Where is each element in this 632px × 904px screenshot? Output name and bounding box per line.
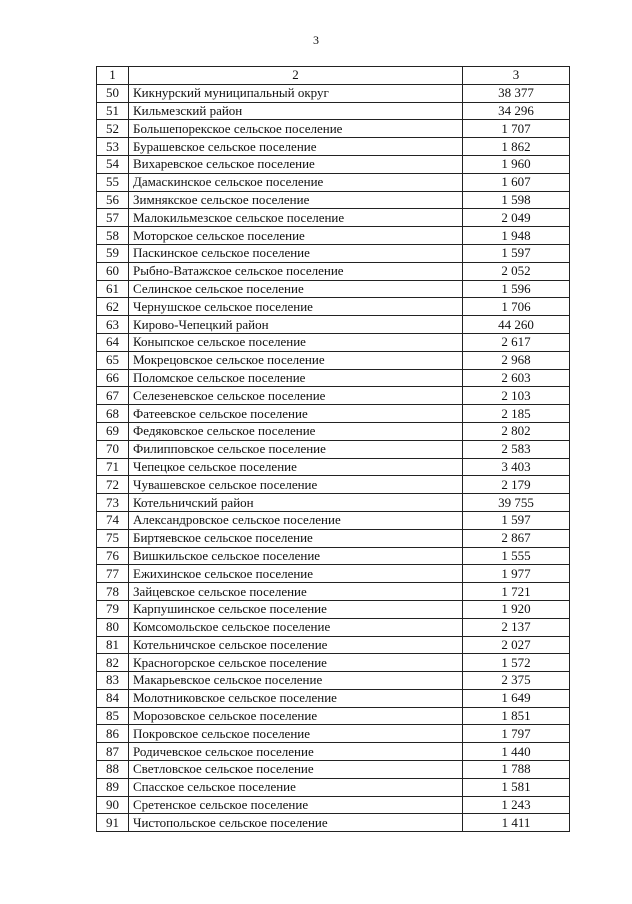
- row-number: 78: [97, 583, 129, 601]
- population-value: 1 555: [463, 547, 570, 565]
- row-number: 67: [97, 387, 129, 405]
- row-number: 89: [97, 778, 129, 796]
- table-row: [97, 298, 570, 316]
- settlement-name: Комсомольское сельское поселение: [129, 618, 463, 636]
- table-row: [97, 476, 570, 494]
- population-value: 2 802: [463, 422, 570, 440]
- population-value: 34 296: [463, 102, 570, 120]
- table-row: [97, 618, 570, 636]
- population-value: 2 137: [463, 618, 570, 636]
- row-number: 84: [97, 689, 129, 707]
- table-row: [97, 209, 570, 227]
- row-number: 65: [97, 351, 129, 369]
- settlement-name: Светловское сельское поселение: [129, 761, 463, 779]
- settlement-name: Рыбно-Ватажское сельское поселение: [129, 262, 463, 280]
- table-row: [97, 120, 570, 138]
- row-number: 82: [97, 654, 129, 672]
- row-number: 53: [97, 138, 129, 156]
- population-value: 1 597: [463, 511, 570, 529]
- row-number: 62: [97, 298, 129, 316]
- settlement-name: Селезеневское сельское поселение: [129, 387, 463, 405]
- row-number: 81: [97, 636, 129, 654]
- settlement-name: Чистопольское сельское поселение: [129, 814, 463, 832]
- settlement-name: Филипповское сельское поселение: [129, 440, 463, 458]
- population-value: 1 649: [463, 689, 570, 707]
- population-value: 1 581: [463, 778, 570, 796]
- population-value: 1 960: [463, 155, 570, 173]
- settlement-name: Чувашевское сельское поселение: [129, 476, 463, 494]
- settlement-name: Покровское сельское поселение: [129, 725, 463, 743]
- row-number: 54: [97, 155, 129, 173]
- settlement-name: Поломское сельское поселение: [129, 369, 463, 387]
- settlement-name: Александровское сельское поселение: [129, 511, 463, 529]
- header-col-2: 2: [129, 67, 463, 85]
- table-row: [97, 84, 570, 102]
- row-number: 83: [97, 672, 129, 690]
- population-value: 1 598: [463, 191, 570, 209]
- table-row: [97, 244, 570, 262]
- settlement-name: Зимнякское сельское поселение: [129, 191, 463, 209]
- settlement-name: Бурашевское сельское поселение: [129, 138, 463, 156]
- table-row: [97, 511, 570, 529]
- settlement-name: Макарьевское сельское поселение: [129, 672, 463, 690]
- table-row: [97, 155, 570, 173]
- settlement-name: Мокрецовское сельское поселение: [129, 351, 463, 369]
- population-value: 2 185: [463, 405, 570, 423]
- population-value: 2 603: [463, 369, 570, 387]
- settlement-name: Карпушинское сельское поселение: [129, 600, 463, 618]
- population-value: 2 968: [463, 351, 570, 369]
- table-row: [97, 387, 570, 405]
- table-row: [97, 227, 570, 245]
- row-number: 88: [97, 761, 129, 779]
- row-number: 56: [97, 191, 129, 209]
- table-row: [97, 600, 570, 618]
- population-value: 2 179: [463, 476, 570, 494]
- population-value: 1 851: [463, 707, 570, 725]
- population-value: 1 920: [463, 600, 570, 618]
- population-value: 44 260: [463, 316, 570, 334]
- table-row: [97, 440, 570, 458]
- row-number: 63: [97, 316, 129, 334]
- table-row: [97, 494, 570, 512]
- row-number: 85: [97, 707, 129, 725]
- population-value: 1 597: [463, 244, 570, 262]
- population-value: 1 721: [463, 583, 570, 601]
- settlement-name: Коныпское сельское поселение: [129, 333, 463, 351]
- population-value: 1 411: [463, 814, 570, 832]
- settlement-name: Морозовское сельское поселение: [129, 707, 463, 725]
- table-row: [97, 173, 570, 191]
- settlement-name: Селинское сельское поселение: [129, 280, 463, 298]
- population-value: 2 027: [463, 636, 570, 654]
- row-number: 69: [97, 422, 129, 440]
- settlement-name: Малокильмезское сельское поселение: [129, 209, 463, 227]
- settlement-name: Чепецкое сельское поселение: [129, 458, 463, 476]
- population-value: 1 797: [463, 725, 570, 743]
- row-number: 57: [97, 209, 129, 227]
- settlement-name: Кирово-Чепецкий район: [129, 316, 463, 334]
- row-number: 73: [97, 494, 129, 512]
- table-row: [97, 636, 570, 654]
- table-row: [97, 458, 570, 476]
- population-table: [96, 66, 570, 832]
- table-row: [97, 743, 570, 761]
- population-value: 38 377: [463, 84, 570, 102]
- population-value: 1 706: [463, 298, 570, 316]
- settlement-name: Фатеевское сельское поселение: [129, 405, 463, 423]
- row-number: 79: [97, 600, 129, 618]
- row-number: 87: [97, 743, 129, 761]
- table-row: [97, 672, 570, 690]
- settlement-name: Спасское сельское поселение: [129, 778, 463, 796]
- population-value: 1 596: [463, 280, 570, 298]
- row-number: 64: [97, 333, 129, 351]
- population-value: 1 862: [463, 138, 570, 156]
- settlement-name: Ежихинское сельское поселение: [129, 565, 463, 583]
- population-value: 1 607: [463, 173, 570, 191]
- settlement-name: Зайцевское сельское поселение: [129, 583, 463, 601]
- table-row: [97, 138, 570, 156]
- row-number: 90: [97, 796, 129, 814]
- row-number: 59: [97, 244, 129, 262]
- table-row: [97, 369, 570, 387]
- table-row: [97, 778, 570, 796]
- settlement-name: Котельничский район: [129, 494, 463, 512]
- population-value: 1 243: [463, 796, 570, 814]
- table-row: [97, 262, 570, 280]
- row-number: 91: [97, 814, 129, 832]
- population-value: 2 103: [463, 387, 570, 405]
- population-value: 1 948: [463, 227, 570, 245]
- settlement-name: Молотниковское сельское поселение: [129, 689, 463, 707]
- settlement-name: Красногорское сельское поселение: [129, 654, 463, 672]
- table-body: [97, 67, 570, 832]
- row-number: 71: [97, 458, 129, 476]
- table-row: [97, 351, 570, 369]
- settlement-name: Вихаревское сельское поселение: [129, 155, 463, 173]
- settlement-name: Дамаскинское сельское поселение: [129, 173, 463, 191]
- table-row: [97, 316, 570, 334]
- table-row: [97, 583, 570, 601]
- row-number: 61: [97, 280, 129, 298]
- population-value: 1 788: [463, 761, 570, 779]
- table-row: [97, 725, 570, 743]
- row-number: 74: [97, 511, 129, 529]
- population-value: 2 049: [463, 209, 570, 227]
- row-number: 70: [97, 440, 129, 458]
- table-row: [97, 529, 570, 547]
- header-col-3: 3: [463, 67, 570, 85]
- row-number: 80: [97, 618, 129, 636]
- table-row: [97, 796, 570, 814]
- population-value: 1 977: [463, 565, 570, 583]
- table-row: [97, 333, 570, 351]
- row-number: 58: [97, 227, 129, 245]
- row-number: 66: [97, 369, 129, 387]
- table-row: [97, 191, 570, 209]
- population-value: 3 403: [463, 458, 570, 476]
- settlement-name: Паскинское сельское поселение: [129, 244, 463, 262]
- settlement-name: Вишкильское сельское поселение: [129, 547, 463, 565]
- row-number: 55: [97, 173, 129, 191]
- row-number: 75: [97, 529, 129, 547]
- settlement-name: Большепорекское сельское поселение: [129, 120, 463, 138]
- row-number: 51: [97, 102, 129, 120]
- population-value: 1 440: [463, 743, 570, 761]
- table-row: [97, 547, 570, 565]
- population-value: 2 375: [463, 672, 570, 690]
- header-col-1: 1: [97, 67, 129, 85]
- settlement-name: Чернушское сельское поселение: [129, 298, 463, 316]
- table-row: [97, 761, 570, 779]
- population-value: 39 755: [463, 494, 570, 512]
- page-number: 3: [313, 33, 319, 47]
- population-value: 1 572: [463, 654, 570, 672]
- row-number: 68: [97, 405, 129, 423]
- row-number: 86: [97, 725, 129, 743]
- table-row: [97, 707, 570, 725]
- table-row: [97, 102, 570, 120]
- settlement-name: Моторское сельское поселение: [129, 227, 463, 245]
- table-row: [97, 405, 570, 423]
- row-number: 72: [97, 476, 129, 494]
- settlement-name: Биртяевское сельское поселение: [129, 529, 463, 547]
- population-value: 2 867: [463, 529, 570, 547]
- settlement-name: Родичевское сельское поселение: [129, 743, 463, 761]
- table-row: [97, 565, 570, 583]
- population-value: 2 052: [463, 262, 570, 280]
- settlement-name: Федяковское сельское поселение: [129, 422, 463, 440]
- settlement-name: Кикнурский муниципальный округ: [129, 84, 463, 102]
- table-header-row: [97, 67, 570, 85]
- population-value: 2 583: [463, 440, 570, 458]
- row-number: 77: [97, 565, 129, 583]
- row-number: 76: [97, 547, 129, 565]
- row-number: 50: [97, 84, 129, 102]
- table-row: [97, 654, 570, 672]
- population-value: 1 707: [463, 120, 570, 138]
- table-row: [97, 280, 570, 298]
- row-number: 52: [97, 120, 129, 138]
- row-number: 60: [97, 262, 129, 280]
- table-row: [97, 814, 570, 832]
- table-row: [97, 689, 570, 707]
- settlement-name: Котельничское сельское поселение: [129, 636, 463, 654]
- table-row: [97, 422, 570, 440]
- population-value: 2 617: [463, 333, 570, 351]
- settlement-name: Сретенское сельское поселение: [129, 796, 463, 814]
- settlement-name: Кильмезский район: [129, 102, 463, 120]
